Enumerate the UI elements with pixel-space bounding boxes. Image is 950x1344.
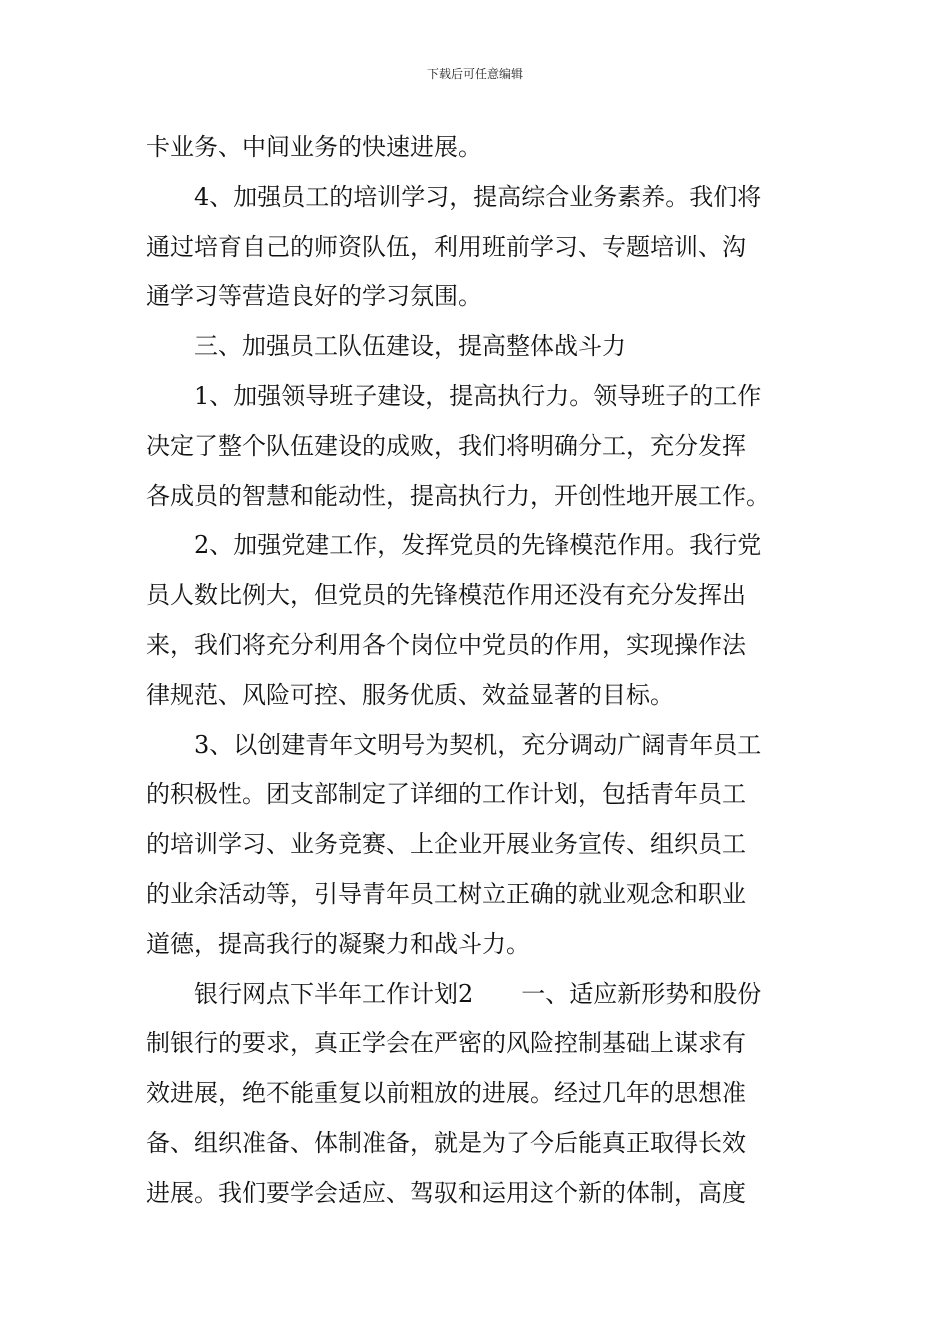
text-line: 2、加强党建工作，发挥党员的先锋模范作用。我行党	[194, 531, 762, 560]
text-line: 制银行的要求，真正学会在严密的风险控制基础上谋求有	[146, 1029, 746, 1058]
text-line: 员人数比例大，但党员的先锋模范作用还没有充分发挥出	[146, 581, 746, 610]
section-heading: 三、加强员工队伍建设，提高整体战斗力	[194, 332, 626, 361]
text-line: 进展。我们要学会适应、驾驭和运用这个新的体制，高度	[146, 1178, 746, 1207]
text-line: 律规范、风险可控、服务优质、效益显著的目标。	[146, 680, 674, 709]
document-body	[146, 123, 806, 1219]
text-line: 通过培育自己的师资队伍，利用班前学习、专题培训、沟	[146, 232, 746, 261]
text-line: 3、以创建青年文明号为契机，充分调动广阔青年员工	[194, 730, 762, 759]
text-line: 各成员的智慧和能动性，提高执行力，开创性地开展工作。	[146, 481, 770, 510]
text-line: 卡业务、中间业务的快速进展。	[146, 133, 482, 161]
text-line: 效进展，绝不能重复以前粗放的进展。经过几年的思想准	[146, 1079, 746, 1108]
text-line: 4、加强员工的培训学习，提高综合业务素养。我们将	[194, 182, 762, 211]
text-line: 来，我们将充分利用各个岗位中党员的作用，实现操作法	[146, 630, 746, 659]
page-header: 下载后可任意编辑	[426, 67, 523, 81]
text-line: 的积极性。团支部制定了详细的工作计划，包括青年员工	[146, 780, 746, 809]
text-line: 银行网点下半年工作计划2 一、适应新形势和股份	[194, 979, 762, 1008]
text-line: 的业余活动等，引导青年员工树立正确的就业观念和职业	[146, 879, 746, 908]
text-line: 的培训学习、业务竞赛、上企业开展业务宣传、组织员工	[146, 830, 746, 859]
text-line: 通学习等营造良好的学习氛围。	[146, 282, 482, 311]
text-line: 决定了整个队伍建设的成败，我们将明确分工，充分发挥	[146, 431, 746, 460]
text-line: 1、加强领导班子建设，提高执行力。领导班子的工作	[194, 381, 762, 410]
text-line: 道德，提高我行的凝聚力和战斗力。	[146, 929, 530, 958]
text-line: 备、组织准备、体制准备，就是为了今后能真正取得长效	[146, 1128, 746, 1157]
